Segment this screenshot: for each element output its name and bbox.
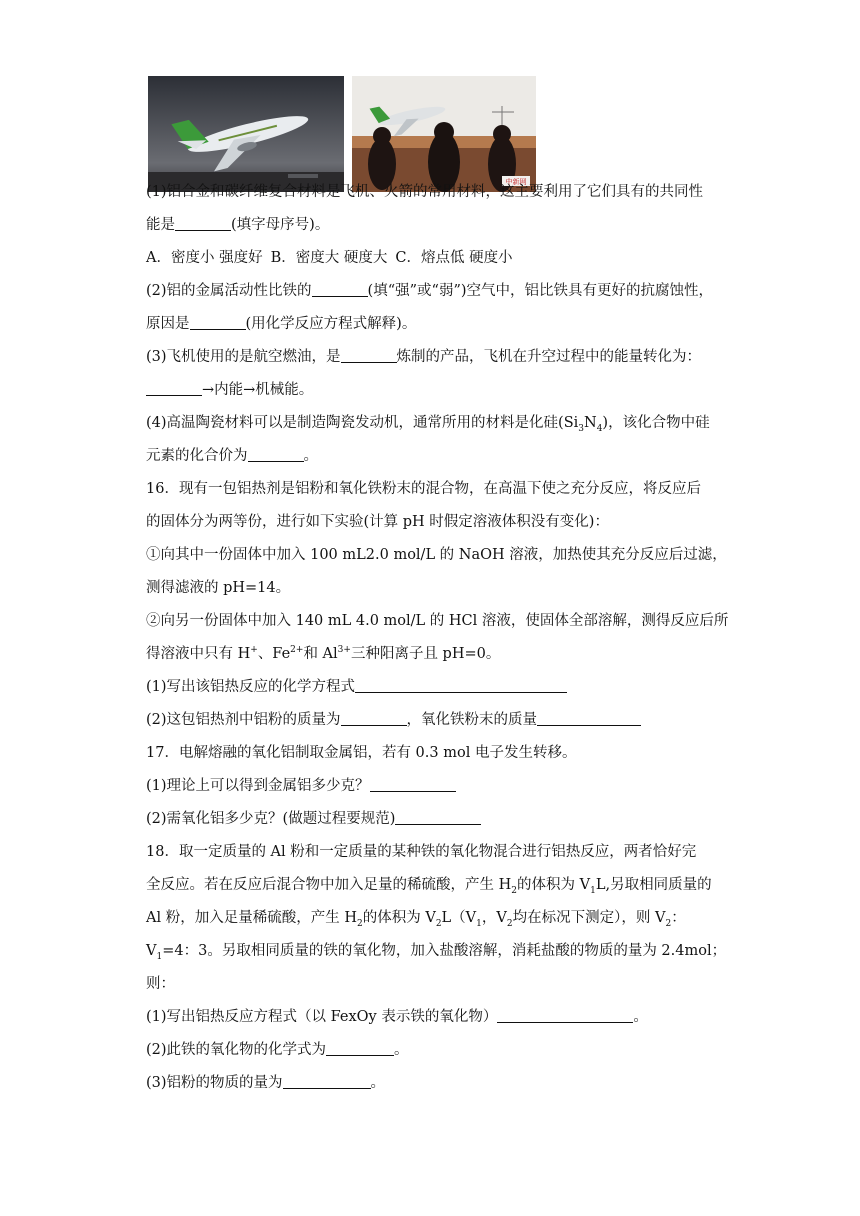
text-span: )，该化合物中硅 bbox=[602, 415, 710, 431]
text-span: (用化学反应方程式解释)。 bbox=[245, 316, 417, 332]
q18-sub3 bbox=[146, 1067, 720, 1100]
q17-sub2 bbox=[146, 803, 720, 836]
subscript: 2 bbox=[506, 918, 513, 929]
text-span: L,另取相同质量的 bbox=[595, 877, 712, 893]
text-span: (2)铝的金属活动性比铁的 bbox=[146, 283, 312, 299]
text-span: 。 bbox=[303, 448, 318, 464]
text-span: (3)铝粉的物质的量为 bbox=[146, 1075, 283, 1091]
q15-part2-line2 bbox=[146, 308, 720, 341]
text-span: (3)飞机使用的是航空燃油，是 bbox=[146, 349, 341, 365]
subscript: 2 bbox=[511, 885, 517, 896]
text-span: 得溶液中只有 H bbox=[146, 646, 251, 662]
text-span: 炼制的产品，飞机在升空过程中的能量转化为： bbox=[396, 349, 702, 365]
subscript: 4 bbox=[596, 423, 603, 434]
airplane-photo-left bbox=[148, 76, 344, 192]
text-span: (2)需氧化铝多少克？(做题过程要规范) bbox=[146, 811, 396, 827]
text-span: 的体积为 V bbox=[362, 910, 436, 926]
q18-sub1 bbox=[146, 1001, 720, 1034]
text-span: 能是 bbox=[146, 217, 175, 233]
answer-blank[interactable] bbox=[341, 344, 397, 363]
text-span: 元素的化合价为 bbox=[146, 448, 248, 464]
subscript: 1 bbox=[476, 918, 482, 929]
q18-sub2 bbox=[146, 1034, 720, 1067]
text-span: 原因是 bbox=[146, 316, 190, 332]
answer-blank[interactable] bbox=[537, 707, 641, 726]
text-span: (2)此铁的氧化物的化学式为 bbox=[146, 1042, 327, 1058]
text-span: 均在标况下测定），则 V bbox=[512, 910, 666, 926]
q16-step2-line2 bbox=[146, 638, 720, 671]
superscript: 2+ bbox=[290, 645, 304, 656]
q16-line2: 的固体分为两等份，进行如下实验(计算 pH 时假定溶液体积没有变化)： bbox=[146, 514, 609, 530]
text-span: =4：3。另取相同质量的铁的氧化物，加入盐酸溶解，消耗盐酸的物质的量为 2.4mol； bbox=[162, 943, 727, 959]
text-span: (4)高温陶瓷材料可以是制造陶瓷发动机，通常所用的材料是化硅(Si bbox=[146, 415, 579, 431]
q15-part3-line2 bbox=[146, 374, 720, 407]
text-span: L（V bbox=[441, 910, 477, 926]
text-span: N bbox=[584, 415, 597, 431]
text-span: ，氧化铁粉末的质量 bbox=[406, 712, 538, 728]
q15-part1-line1: (1)铝合金和碳纤维复合材料是飞机、火箭的常用材料，这主要利用了它们具有的共同性 bbox=[146, 184, 704, 200]
text-span: 的体积为 V bbox=[517, 877, 591, 893]
text-span: V bbox=[146, 943, 157, 959]
text-span: 和 Al bbox=[303, 646, 338, 662]
text-span: 全反应。若在反应后混合物中加入足量的稀硫酸，产生 H bbox=[146, 877, 512, 893]
text-span: 。 bbox=[394, 1042, 409, 1058]
photo-strip bbox=[148, 76, 548, 192]
option-b: B．密度大 硬度大 bbox=[270, 250, 388, 266]
answer-blank[interactable] bbox=[370, 773, 456, 792]
text-span: →内能→机械能。 bbox=[202, 382, 314, 398]
answer-blank[interactable] bbox=[395, 806, 481, 825]
superscript: 3+ bbox=[337, 645, 351, 656]
subscript: 1 bbox=[590, 885, 596, 896]
q15-part4-line2 bbox=[146, 440, 720, 473]
q18-line4 bbox=[146, 935, 727, 968]
superscript: + bbox=[250, 645, 258, 656]
answer-blank[interactable] bbox=[175, 212, 231, 231]
subscript: 3 bbox=[578, 423, 584, 434]
q15-options bbox=[146, 242, 720, 275]
subscript: 2 bbox=[356, 918, 363, 929]
q15-part2-line1 bbox=[146, 275, 720, 308]
text-span: ： bbox=[671, 910, 686, 926]
subscript: 2 bbox=[435, 918, 442, 929]
text-span: 。 bbox=[370, 1075, 386, 1091]
q15-part3-line1 bbox=[146, 341, 720, 374]
q18-line3 bbox=[146, 902, 720, 935]
photo-stamp: 中新网 bbox=[505, 178, 527, 186]
text-span: (2)这包铝热剂中铝粉的质量为 bbox=[146, 712, 341, 728]
q16-step1-line2: 测得滤液的 pH=14。 bbox=[146, 580, 291, 596]
text-span: (1)写出该铝热反应的化学方程式 bbox=[146, 679, 356, 695]
option-c: C．熔点低 硬度小 bbox=[395, 250, 513, 266]
text-span: 三种阳离子且 pH=0。 bbox=[350, 646, 501, 662]
text-span: ，V bbox=[481, 910, 507, 926]
answer-blank[interactable] bbox=[312, 278, 368, 297]
subscript: 2 bbox=[665, 918, 672, 929]
airplane-photo-right bbox=[352, 76, 536, 192]
q15-part4-line1 bbox=[146, 407, 720, 440]
subscript: 1 bbox=[156, 951, 163, 962]
text-span: (填“强”或“弱”)空气中，铝比铁具有更好的抗腐蚀性， bbox=[367, 283, 714, 299]
q18-line1: 18．取一定质量的 Al 粉和一定质量的某种铁的氧化物混合进行铝热反应，两者恰好完 bbox=[146, 844, 697, 860]
text-span: Al 粉，加入足量稀硫酸，产生 H bbox=[146, 910, 357, 926]
answer-blank[interactable] bbox=[248, 443, 304, 462]
text-span: 、Fe bbox=[257, 646, 291, 662]
answer-blank[interactable] bbox=[355, 674, 567, 693]
text-span: (1)写出铝热反应方程式（以 FexOy 表示铁的氧化物） bbox=[146, 1009, 498, 1025]
answer-blank[interactable] bbox=[497, 1004, 633, 1023]
text-span: (填字母序号)。 bbox=[231, 217, 330, 233]
q16-step2-line1: ②向另一份固体中加入 140 mL 4.0 mol/L 的 HCl 溶液，使固体全部溶解，测得反应后所 bbox=[146, 613, 729, 629]
option-a: A．密度小 强度好 bbox=[146, 250, 263, 266]
q16-step1-line1: ①向其中一份固体中加入 100 mL2.0 mol/L 的 NaOH 溶液，加热使其充分反应后过滤， bbox=[146, 547, 727, 563]
answer-blank[interactable] bbox=[146, 377, 202, 396]
q15-part1-line2 bbox=[146, 209, 720, 242]
answer-blank[interactable] bbox=[190, 311, 246, 330]
text-span: 。 bbox=[633, 1009, 648, 1025]
q16-line1: 16．现有一包铝热剂是铝粉和氧化铁粉末的混合物，在高温下使之充分反应，将反应后 bbox=[146, 481, 701, 497]
q16-sub2 bbox=[146, 704, 720, 737]
q17-line1: 17．电解熔融的氧化铝制取金属铝，若有 0.3 mol 电子发生转移。 bbox=[146, 745, 577, 761]
q18-line2 bbox=[146, 869, 720, 902]
q17-sub1 bbox=[146, 770, 720, 803]
answer-blank[interactable] bbox=[341, 707, 407, 726]
q18-line5: 则： bbox=[146, 976, 175, 992]
answer-blank[interactable] bbox=[283, 1070, 371, 1089]
q16-sub1 bbox=[146, 671, 720, 704]
answer-blank[interactable] bbox=[326, 1037, 394, 1056]
question-text bbox=[146, 176, 729, 1100]
text-span: (1)理论上可以得到金属铝多少克？ bbox=[146, 778, 370, 794]
